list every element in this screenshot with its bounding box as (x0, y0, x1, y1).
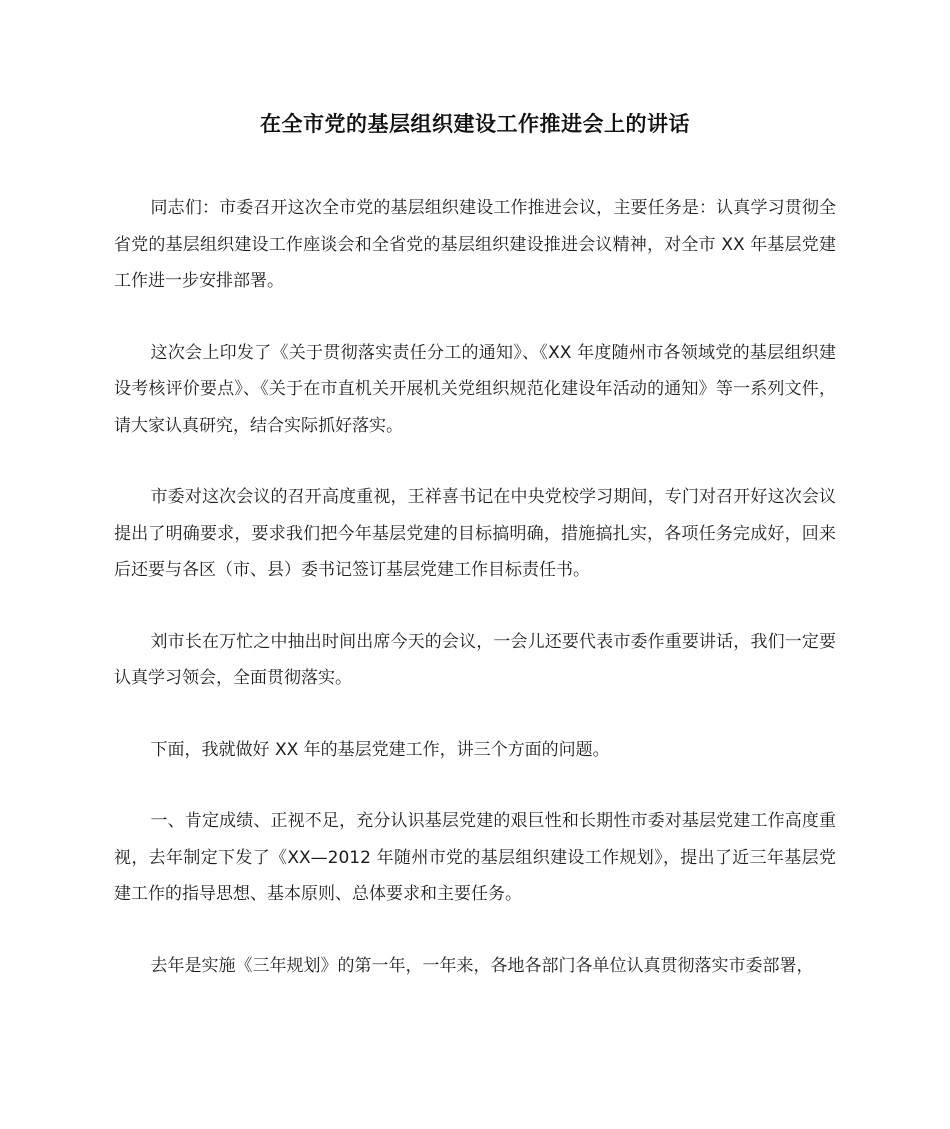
paragraph-documents-issued: 这次会上印发了《关于贯彻落实责任分工的通知》、《XX 年度随州市各领域党的基层组织建设考核评价要点》、《关于在市直机关开展机关党组织规范化建设年活动的通知》等一系列文件，请大家认真研究，结合实际抓好落实。 (114, 342, 836, 436)
paragraph-section-one: 一、肯定成绩、正视不足，充分认识基层党建的艰巨性和长期性市委对基层党建工作高度重视，去年制定下发了《XX—2012 年随州市党的基层组织建设工作规划》，提出了近三年基层党建工作的指导思想、基本原则、总体要求和主要任务。 (114, 811, 836, 904)
paragraph-greeting: 同志们：市委召开这次全市党的基层组织建设工作推进会议，主要任务是：认真学习贯彻全省党的基层组织建设工作座谈会和全省党的基层组织建设推进会议精神，对全市 XX 年基层党建工作进一步安排部署。 (114, 198, 836, 291)
paragraph-last-year: 去年是实施《三年规划》的第一年，一年来，各地各部门各单位认真贯彻落实市委部署， (150, 955, 814, 976)
document-body (114, 190, 836, 1019)
paragraph-mayor-speech: 刘市长在万忙之中抽出时间出席今天的会议，一会儿还要代表市委作重要讲话，我们一定要认真学习领会，全面贯彻落实。 (114, 631, 836, 688)
document-title: 在全市党的基层组织建设工作推进会上的讲话 (260, 112, 690, 136)
paragraph-three-aspects: 下面，我就做好 XX 年的基层党建工作，讲三个方面的问题。 (150, 739, 610, 760)
paragraph-committee-attention: 市委对这次会议的召开高度重视，王祥喜书记在中央党校学习期间，专门对召开好这次会议提出了明确要求，要求我们把今年基层党建的目标搞明确，措施搞扎实，各项任务完成好，回来后还要与各区（市、县）委书记签订基层党建工作目标责任书。 (114, 487, 836, 580)
